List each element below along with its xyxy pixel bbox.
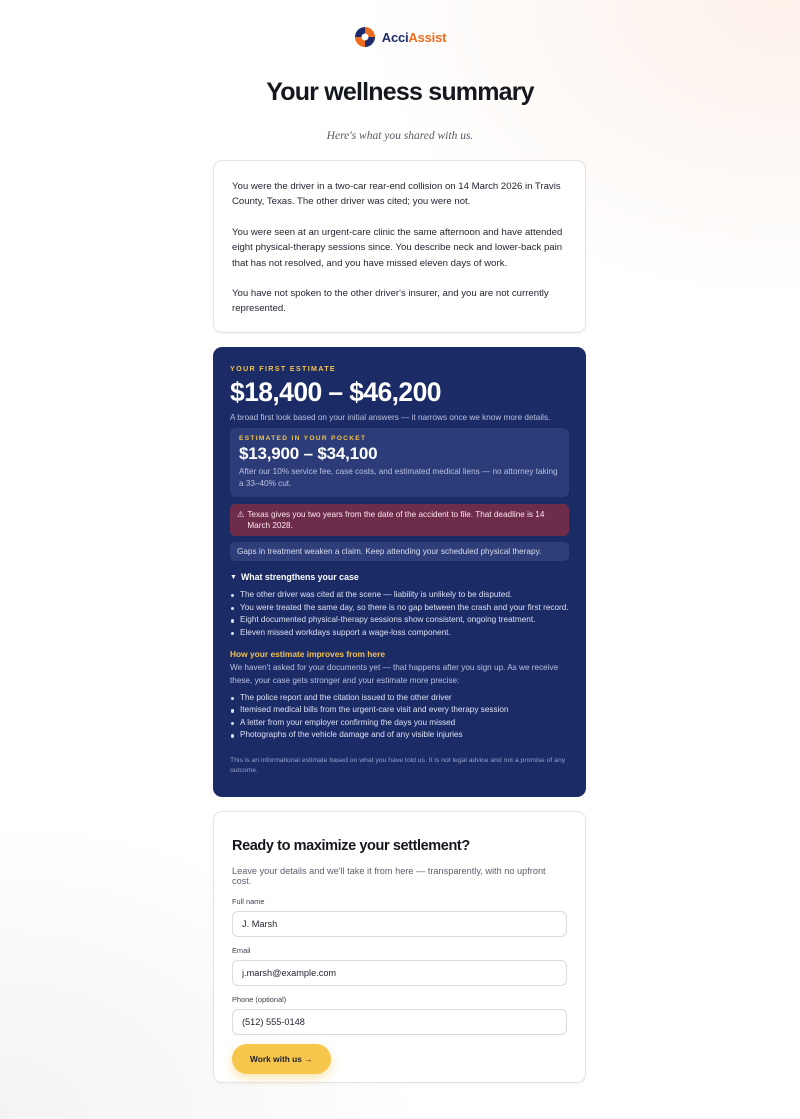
email-input[interactable] [232,960,567,986]
summary-card [213,160,586,333]
list-item: The other driver was cited at the scene — liability is unlikely to be disputed. [240,589,569,602]
improve-title: How your estimate improves from here [230,649,385,660]
brand-header[interactable] [0,26,800,48]
strengths-list [230,589,569,639]
contact-lead: Leave your details and we'll take it from here — transparently, with no upfront cost. [232,866,546,886]
list-item: The police report and the citation issued to the other driver [240,692,569,705]
page-subtitle: Here's what you shared with us. [326,130,474,142]
brand-name-part2: Assist [408,29,447,45]
brand-name [382,30,447,45]
estimate-eyebrow: YOUR FIRST ESTIMATE [230,364,337,373]
warning-icon: ⚠ [237,510,245,519]
deadline-text: Texas gives you two years from the date of the accident to file. That deadline is 14 March 2028. [247,510,545,530]
pocket-range: $13,900 – $34,100 [239,444,378,463]
estimate-note: A broad first look based on your initial answers — it narrows once we know more details. [230,413,551,422]
list-item: A letter from your employer confirming the days you missed [240,717,569,730]
list-item: Eleven missed workdays support a wage-loss component. [240,627,569,640]
list-item: Itemised medical bills from the urgent-care visit and every therapy session [240,704,569,717]
estimate-range: $18,400 – $46,200 [230,377,441,407]
contact-title: Ready to maximize your settlement? [232,838,470,854]
disclosure-triangle-icon: ▼ [230,573,237,581]
list-item: Photographs of the vehicle damage and of any visible injuries [240,729,569,742]
treatment-gaps-note: Gaps in treatment weaken a claim. Keep attending your scheduled physical therapy. [230,542,569,561]
work-with-us-button[interactable]: Work with us → [232,1044,331,1074]
estimate-card [213,347,586,797]
pocket-note: After our 10% service fee, case costs, and estimated medical liens — no attorney taking a 33–40% cut. [239,467,558,488]
phone-input[interactable] [232,1009,567,1035]
strengths-title: What strengthens your case [240,572,359,582]
summary-paragraph: You were seen at an urgent-care clinic the same afternoon and have attended eight physical-therapy sessions since. You describe neck and lower-back pain that has not resolved, and you have missed eleven days of work. [232,226,563,269]
list-item: You were treated the same day, so there is no gap between the crash and your first record. [240,602,569,615]
deadline-warning [230,504,569,536]
full-name-input[interactable] [232,911,567,937]
list-item: Eight documented physical-therapy sessions show consistent, ongoing treatment. [240,614,569,627]
pocket-estimate-box [230,428,569,497]
brand-name-part1: Acci [381,29,409,45]
full-name-label: Full name [232,897,265,906]
email-label: Email [232,946,251,955]
pocket-eyebrow: ESTIMATED IN YOUR POCKET [239,435,367,442]
estimate-disclaimer: This is an informational estimate based on what you have told us. It is not legal advice and not a promise of any outcome. [230,756,566,775]
improve-note: We haven't asked for your documents yet — that happens after you sign up. As we receive these, your case gets stronger and your estimate more precise: [230,663,559,685]
summary-paragraph: You have not spoken to the other driver's insurer, and you are not currently represented. [232,288,549,315]
documents-list [230,692,569,742]
phone-label: Phone (optional) [232,995,287,1004]
acciassist-logo-icon [354,26,376,48]
contact-card [213,811,586,1083]
page-title: Your wellness summary [266,78,534,106]
summary-paragraph: You were the driver in a two-car rear-end collision on 14 March 2026 in Travis County, Texas. The other driver was cited; you were not. [232,181,561,208]
strengths-toggle[interactable] [230,572,569,582]
